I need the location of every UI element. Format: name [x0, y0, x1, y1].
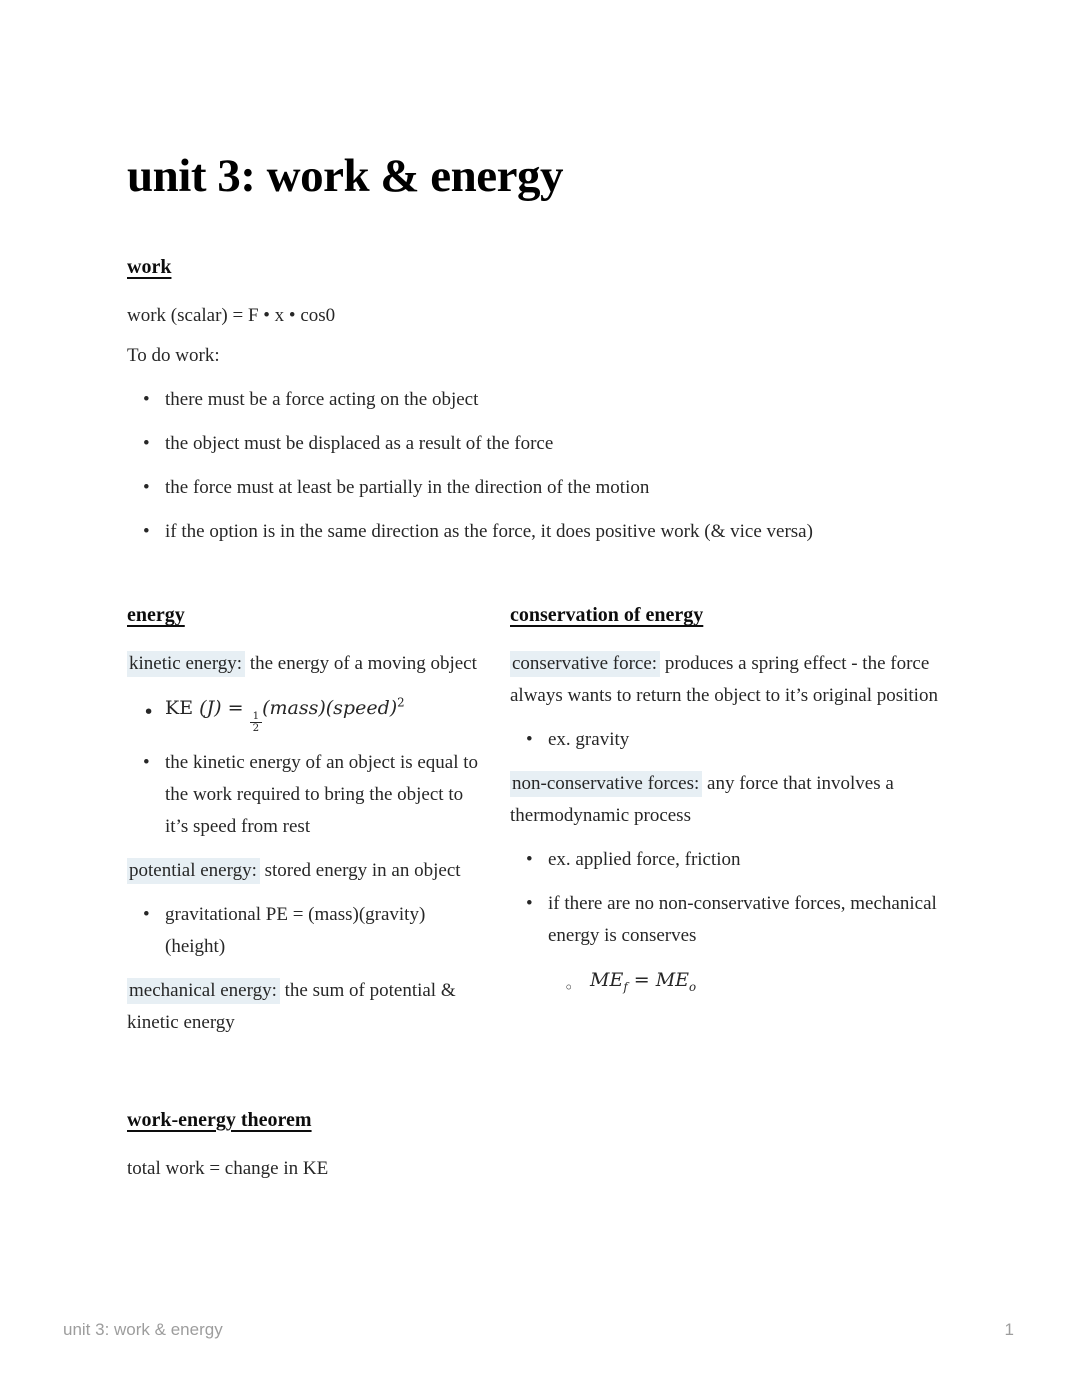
fraction-numerator: 1 — [250, 711, 263, 723]
column-conservation — [510, 602, 953, 1008]
page-title: unit 3: work & energy — [127, 150, 563, 202]
potential-bullet-list — [127, 899, 479, 963]
section-heading-energy: energy — [127, 604, 185, 627]
two-column-layout — [127, 602, 956, 1046]
nonconservative-bullet-list — [510, 844, 953, 996]
definition-text: produces a spring effect - the force always wants to return the object to it’s original position — [510, 653, 938, 707]
definition-text: the sum of potential & kinetic energy — [127, 979, 456, 1033]
fraction — [250, 711, 263, 735]
formula-subscript: f — [623, 980, 628, 995]
definition-potential-energy — [127, 855, 479, 887]
term-kinetic-energy: kinetic energy: — [127, 651, 245, 677]
formula-subscript: o — [689, 980, 697, 995]
term-nonconservative-forces: non-conservative forces: — [510, 771, 702, 797]
work-formula-text: work (scalar) = F • x • cos0 — [127, 305, 336, 327]
formula-part: = — [221, 697, 250, 720]
list-item-text: if there are no non-conservative forces, mechanical energy is conserves — [548, 893, 937, 947]
formula-exponent: 2 — [397, 696, 405, 711]
list-item — [510, 888, 953, 996]
definition-text: any force that involves a thermodynamic process — [510, 773, 894, 827]
me-formula — [548, 964, 953, 996]
theorem-text: total work = change in KE — [127, 1157, 329, 1179]
definition-text: the energy of a moving object — [245, 653, 477, 675]
work-intro-text: To do work: — [127, 345, 220, 367]
fraction-denominator: 2 — [252, 722, 260, 735]
kinetic-bullet-list — [127, 692, 479, 842]
me-sublist — [548, 964, 953, 996]
work-bullet-list — [127, 384, 956, 548]
term-conservative-force: conservative force: — [510, 651, 660, 677]
list-item: • the force must at least be partially in the direction of the motion — [127, 472, 956, 504]
column-energy — [127, 602, 479, 1046]
list-item: • the object must be displaced as a result of the force — [127, 428, 956, 460]
formula-part: = — [627, 969, 656, 992]
conservative-bullet-list — [510, 724, 953, 756]
definition-conservative-force — [510, 648, 953, 712]
definition-kinetic-energy — [127, 648, 479, 680]
term-mechanical-energy: mechanical energy: — [127, 978, 280, 1004]
formula-part: ME — [655, 969, 690, 992]
definition-nonconservative-forces — [510, 768, 953, 832]
list-item: • if the option is in the same direction as the force, it does positive work (& vice versa) — [127, 516, 956, 548]
definition-text: stored energy in an object — [259, 859, 461, 881]
list-item: • gravitational PE = (mass)(gravity)(height) — [127, 899, 479, 963]
list-item: • there must be a force acting on the object — [127, 384, 956, 416]
list-item: • ex. applied force, friction — [510, 844, 953, 876]
formula-part: ME — [590, 969, 624, 992]
term-potential-energy: potential energy: — [127, 858, 260, 884]
section-work — [127, 254, 956, 548]
list-item: • the kinetic energy of an object is equal to the work required to bring the object to it’s speed from rest — [127, 747, 479, 843]
formula-part: (mass)(speed) — [262, 697, 398, 720]
footer-page-number: 1 — [1004, 1320, 1014, 1339]
section-heading-theorem: work-energy theorem — [127, 1108, 312, 1131]
formula-part: (J) — [199, 697, 222, 720]
section-heading-conservation: conservation of energy — [510, 604, 704, 627]
footer-title: unit 3: work & energy — [63, 1320, 223, 1339]
formula-part: KE — [165, 697, 200, 720]
section-heading-work: work — [127, 256, 172, 279]
ke-formula — [127, 692, 479, 734]
page-footer — [63, 1320, 1014, 1340]
definition-mechanical-energy — [127, 975, 479, 1039]
section-work-energy-theorem — [127, 1107, 956, 1185]
list-item: • ex. gravity — [510, 724, 953, 756]
